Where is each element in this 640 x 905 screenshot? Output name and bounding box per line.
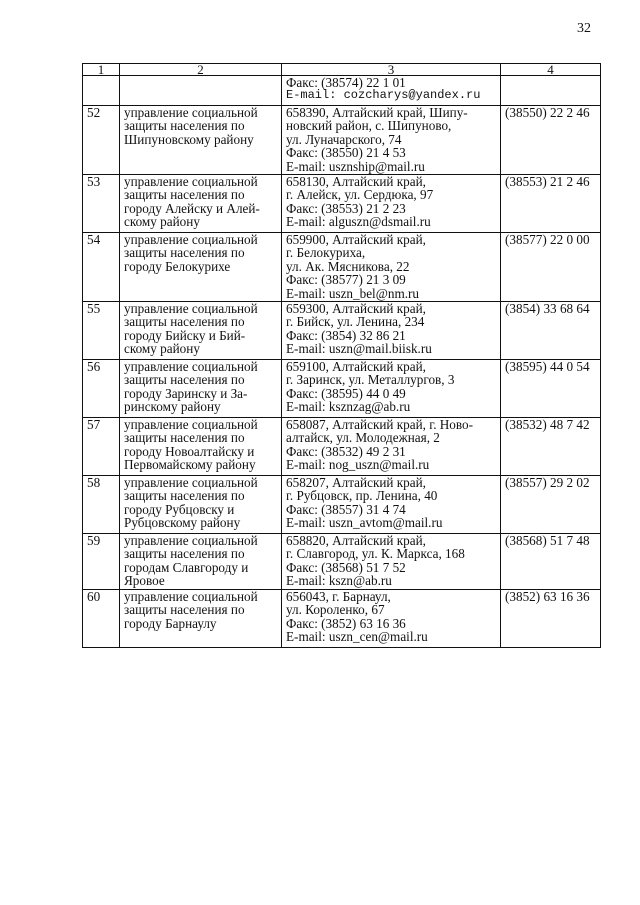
agency-name-cell (120, 590, 282, 648)
agency-name-line: управление социальной (124, 533, 258, 549)
address-line: г. Алейск, ул. Сердюка, 97 (286, 187, 434, 203)
address-line: ул. Луначарского, 74 (286, 131, 402, 147)
agency-name-line: Первомайскому району (124, 457, 256, 473)
column-header-2: 2 (120, 64, 282, 76)
phone-cell: (3852) 63 16 36 (501, 590, 601, 648)
table-row (83, 233, 601, 302)
agency-name-line: защиты населения по (124, 372, 245, 388)
agency-name-cell (120, 360, 282, 418)
row-number: 55 (83, 302, 120, 360)
address-cell (282, 302, 501, 360)
table-body (83, 64, 601, 648)
email-line: E-mail: alguszn@dsmail.ru (286, 214, 431, 230)
agency-name-cell (120, 418, 282, 476)
fax-line: Факс: (3852) 63 16 36 (286, 615, 406, 631)
address-line: 658820, Алтайский край, (286, 533, 426, 549)
agency-name-line: городу Барнаулу (124, 615, 217, 631)
address-cell (282, 233, 501, 302)
table-row (83, 302, 601, 360)
contacts-table (82, 63, 601, 648)
agency-name-line: городу Белокурихе (124, 258, 231, 274)
address-cell (282, 534, 501, 590)
table-row (83, 534, 601, 590)
fax-line: Факс: (38577) 21 3 09 (286, 272, 406, 288)
phone-cell: (38553) 21 2 46 (501, 175, 601, 233)
agency-name-line: управление социальной (124, 174, 258, 190)
agency-name-line: управление социальной (124, 105, 258, 120)
agency-name-line: защиты населения по (124, 245, 245, 261)
agency-name-line: защиты населения по (124, 187, 245, 203)
fax-line: Факс: (3854) 32 86 21 (286, 327, 406, 343)
continuation-row (83, 76, 601, 106)
email-line: E-mail: uszn_bel@nm.ru (286, 285, 420, 301)
email-line: E-mail: kszn@ab.ru (286, 573, 392, 589)
table-row (83, 418, 601, 476)
address-line: 659100, Алтайский край, (286, 359, 426, 375)
address-line: алтайск, ул. Молодежная, 2 (286, 430, 440, 446)
continuation-name-cell (120, 76, 282, 106)
row-number: 58 (83, 476, 120, 534)
table-row (83, 175, 601, 233)
agency-name-line: защиты населения по (124, 314, 245, 330)
table-row (83, 590, 601, 648)
table-row (83, 106, 601, 175)
address-cell (282, 476, 501, 534)
page-number: 32 (577, 21, 591, 36)
fax-line: Факс: (38557) 31 4 74 (286, 501, 406, 517)
continuation-address-cell (282, 76, 501, 106)
address-line: ул. Ак. Мясникова, 22 (286, 258, 410, 274)
email-line: E-mail: uszn_cen@mail.ru (286, 629, 428, 645)
address-line: г. Славгород, ул. К. Маркса, 168 (286, 546, 465, 562)
agency-name-line: Яровое (124, 573, 165, 589)
continuation-phone-cell (501, 76, 601, 106)
agency-name-cell (120, 476, 282, 534)
row-number: 53 (83, 175, 120, 233)
email-line: E-mail: uszn@mail.biisk.ru (286, 341, 432, 357)
phone-cell: (3854) 33 68 64 (501, 302, 601, 360)
phone-cell: (38557) 29 2 02 (501, 476, 601, 534)
row-number: 60 (83, 590, 120, 648)
fax-line: Факс: (38553) 21 2 23 (286, 200, 406, 216)
agency-name-cell (120, 175, 282, 233)
agency-name-line: управление социальной (124, 475, 258, 491)
header-row (83, 64, 601, 76)
agency-name-line: городу Рубцовску и (124, 501, 235, 517)
address-line: 658207, Алтайский край, (286, 475, 426, 491)
agency-name-line: защиты населения по (124, 118, 245, 134)
agency-name-line: управление социальной (124, 359, 258, 375)
address-line: новский район, с. Шипуново, (286, 118, 452, 134)
continuation-fax: Факс: (38574) 22 1 01 (286, 75, 406, 90)
phone-cell: (38532) 48 7 42 (501, 418, 601, 476)
fax-line: Факс: (38550) 21 4 53 (286, 145, 406, 161)
agency-name-line: управление социальной (124, 417, 258, 433)
agency-name-line: городу Заринску и За- (124, 385, 248, 401)
column-header-3: 3 (282, 64, 501, 76)
address-line: г. Бийск, ул. Ленина, 234 (286, 314, 425, 330)
agency-name-line: управление социальной (124, 301, 258, 317)
address-line: г. Заринск, ул. Металлургов, 3 (286, 372, 455, 388)
agency-name-line: скому району (124, 214, 200, 230)
address-line: г. Рубцовск, пр. Ленина, 40 (286, 488, 438, 504)
fax-line: Факс: (38568) 51 7 52 (286, 559, 406, 575)
agency-name-line: скому району (124, 341, 200, 357)
phone-cell: (38550) 22 2 46 (501, 106, 601, 175)
agency-name-line: Шипуновскому району (124, 131, 254, 147)
table-row (83, 476, 601, 534)
agency-name-cell (120, 302, 282, 360)
continuation-num-cell (83, 76, 120, 106)
column-header-1: 1 (83, 64, 120, 76)
agency-name-line: ринскому району (124, 399, 221, 415)
phone-cell: (38595) 44 0 54 (501, 360, 601, 418)
address-line: 659900, Алтайский край, (286, 232, 426, 248)
agency-name-cell (120, 233, 282, 302)
agency-name-line: городу Бийску и Бий- (124, 327, 246, 343)
row-number: 57 (83, 418, 120, 476)
continuation-email: E-mail: cozcharys@yandex.ru (286, 88, 481, 103)
email-line: E-mail: usznship@mail.ru (286, 158, 425, 174)
address-cell (282, 590, 501, 648)
agency-name-line: Рубцовскому району (124, 515, 241, 531)
agency-name-line: защиты населения по (124, 602, 245, 618)
column-header-4: 4 (501, 64, 601, 76)
email-line: E-mail: uszn_avtom@mail.ru (286, 515, 443, 531)
agency-name-line: защиты населения по (124, 488, 245, 504)
address-line: г. Белокуриха, (286, 245, 366, 261)
address-line: ул. Короленко, 67 (286, 602, 385, 618)
table-row (83, 360, 601, 418)
email-line: E-mail: nog_uszn@mail.ru (286, 457, 430, 473)
agency-name-line: управление социальной (124, 232, 258, 248)
address-cell (282, 360, 501, 418)
address-line: 658130, Алтайский край, (286, 174, 426, 190)
address-cell (282, 175, 501, 233)
address-cell (282, 418, 501, 476)
row-number: 52 (83, 106, 120, 175)
email-line: E-mail: ksznzag@ab.ru (286, 399, 411, 415)
address-line: 659300, Алтайский край, (286, 301, 426, 317)
row-number: 56 (83, 360, 120, 418)
address-line: 658390, Алтайский край, Шипу- (286, 105, 468, 120)
fax-line: Факс: (38595) 44 0 49 (286, 385, 406, 401)
agency-name-cell (120, 106, 282, 175)
address-line: 656043, г. Барнаул, (286, 589, 391, 605)
agency-name-line: городам Славгороду и (124, 559, 249, 575)
phone-cell: (38568) 51 7 48 (501, 534, 601, 590)
agency-name-cell (120, 534, 282, 590)
agency-name-line: городу Новоалтайску и (124, 443, 255, 459)
agency-name-line: городу Алейску и Алей- (124, 200, 260, 216)
agency-name-line: управление социальной (124, 589, 258, 605)
row-number: 54 (83, 233, 120, 302)
agency-name-line: защиты населения по (124, 430, 245, 446)
phone-cell: (38577) 22 0 00 (501, 233, 601, 302)
row-number: 59 (83, 534, 120, 590)
agency-name-line: защиты населения по (124, 546, 245, 562)
address-line: 658087, Алтайский край, г. Ново- (286, 417, 474, 433)
fax-line: Факс: (38532) 49 2 31 (286, 443, 406, 459)
address-cell (282, 106, 501, 175)
